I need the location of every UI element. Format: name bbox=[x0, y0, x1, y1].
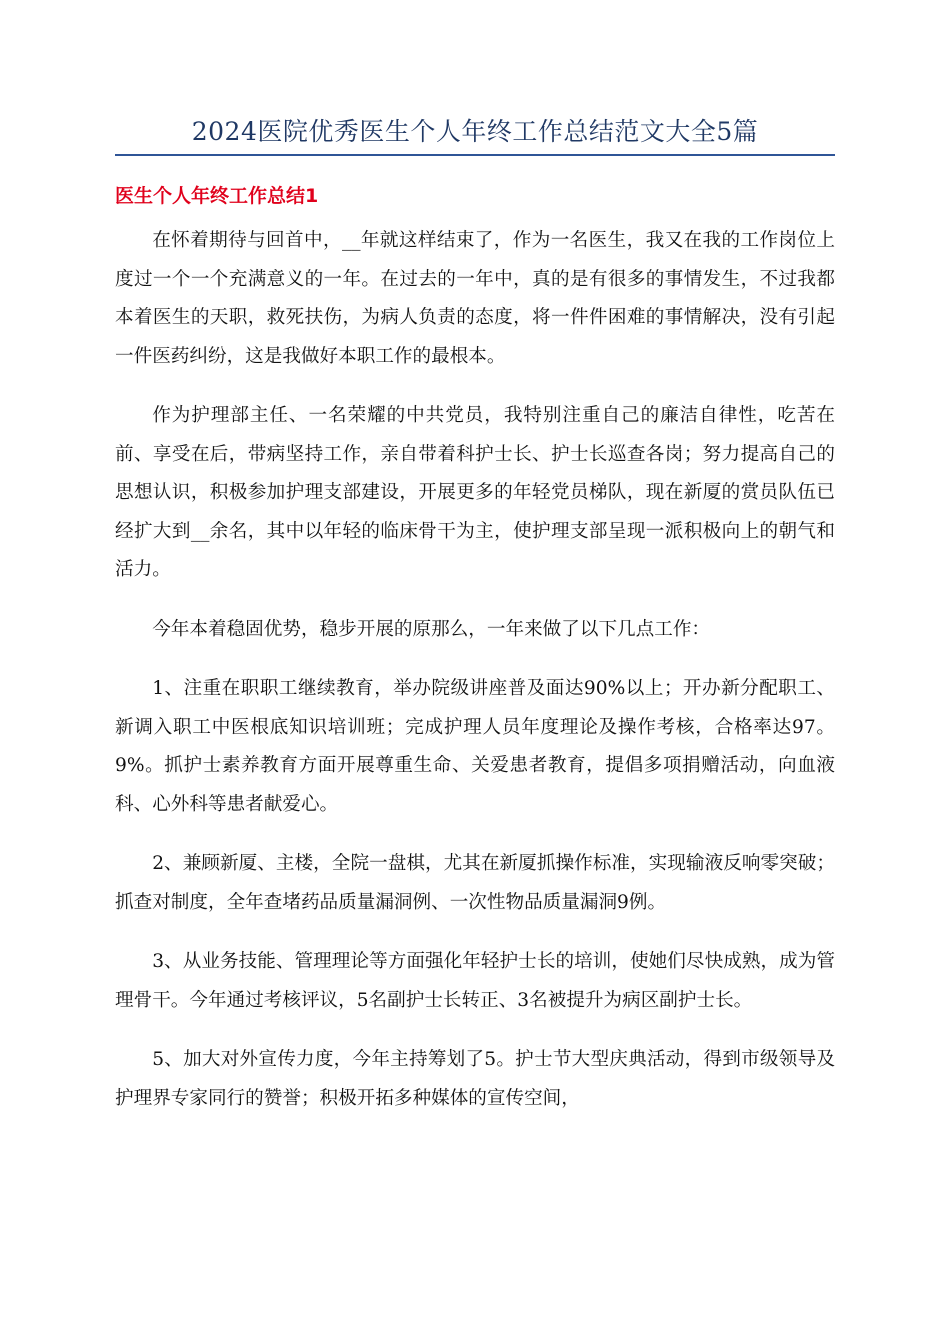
document-title: 2024医院优秀医生个人年终工作总结范文大全5篇 bbox=[191, 117, 759, 146]
title-underline bbox=[115, 154, 835, 156]
paragraph-item-1: 1、注重在职职工继续教育，举办院级讲座普及面达90%以上；开办新分配职工、新调入职工中医根底知识培训班；完成护理人员年度理论及操作考核，合格率达97。9%。抓护士素养教育方面开展尊重生命、关爱患者教育，提倡多项捐赠活动，向血液科、心外科等患者献爱心。 bbox=[115, 678, 835, 815]
paragraph-item-3: 3、从业务技能、管理理论等方面强化年轻护士长的培训，使她们尽快成熟，成为管理骨干。今年通过考核评议，5名副护士长转正、3名被提升为病区副护士长。 bbox=[115, 951, 835, 1011]
document-body bbox=[115, 222, 835, 1139]
paragraph-work-summary-intro: 今年本着稳固优势，稳步开展的原那么，一年来做了以下几点工作： bbox=[152, 618, 711, 640]
paragraph-intro: 在怀着期待与回首中，__年就这样结束了，作为一名医生，我又在我的工作岗位上度过一个一个充满意义的一年。在过去的一年中，真的是有很多的事情发生，不过我都本着医生的天职，救死扶伤，为病人负责的态度，将一件件困难的事情解决，没有引起一件医药纠纷，这是我做好本职工作的最根本。 bbox=[115, 230, 835, 367]
section-heading: 医生个人年终工作总结1 bbox=[115, 185, 319, 207]
paragraph-item-5: 5、加大对外宣传力度，今年主持筹划了5。护士节大型庆典活动，得到市级领导及护理界专家同行的赞誉；积极开拓多种媒体的宣传空间， bbox=[115, 1049, 835, 1109]
paragraph-item-2: 2、兼顾新厦、主楼，全院一盘棋，尤其在新厦抓操作标准，实现输液反响零突破；抓查对制度，全年查堵药品质量漏洞例、一次性物品质量漏洞9例。 bbox=[115, 853, 835, 913]
paragraph-party-member: 作为护理部主任、一名荣耀的中共党员，我特别注重自己的廉洁自律性，吃苦在前、享受在后，带病坚持工作，亲自带着科护士长、护士长巡查各岗；努力提高自己的思想认识，积极参加护理支部建设，开展更多的年轻党员梯队，现在新厦的赏员队伍已经扩大到__余名，其中以年轻的临床骨干为主，使护理支部呈现一派积极向上的朝气和活力。 bbox=[115, 405, 835, 580]
